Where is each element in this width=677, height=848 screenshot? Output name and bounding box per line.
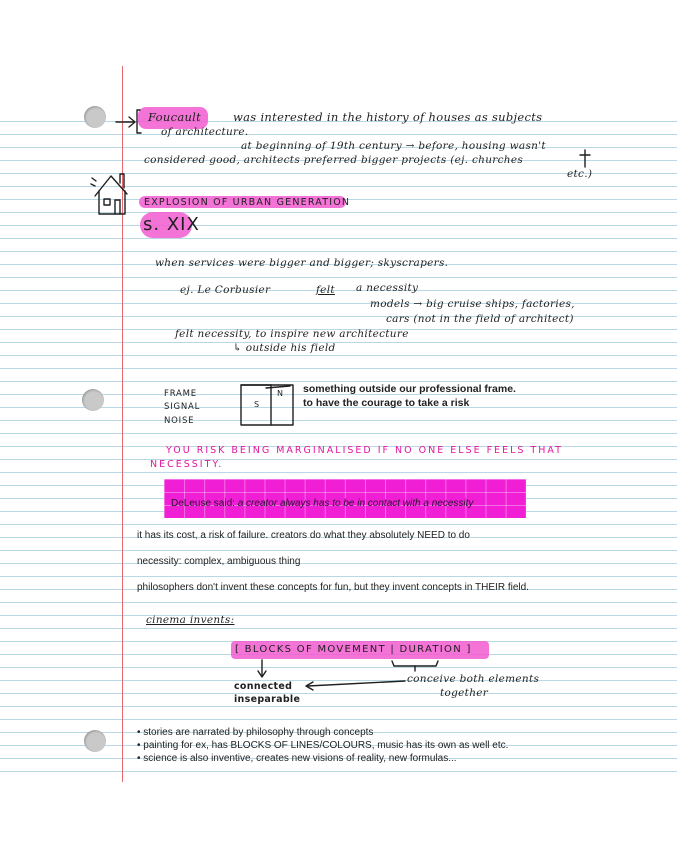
box-label-s: S <box>254 400 261 409</box>
line-models: models → big cruise ships, factories, <box>370 298 575 310</box>
list-item: • stories are narrated by philosophy through concepts <box>137 727 374 738</box>
line-architecture: of architecture. <box>161 126 249 138</box>
dagger-icon <box>580 150 590 167</box>
text-philosophers: philosophers don't invent these concepts for fun, but they invent concepts in THEIR field. <box>137 582 529 593</box>
foucault-word: Foucault <box>148 110 202 124</box>
box-label-n: N <box>277 389 285 398</box>
conceive-line-2: together <box>440 687 489 699</box>
list-item: • painting for ex, has BLOCKS OF LINES/COLOURS, music has its own as well etc. <box>137 740 509 751</box>
signal-noise-box-icon <box>241 385 293 425</box>
word-inseparable: inseparable <box>234 694 301 705</box>
word-connected: connected <box>234 681 293 692</box>
line-corbusier: ej. Le Corbusier <box>180 284 271 296</box>
cinema-heading: cinema invents: <box>146 614 235 626</box>
blocks-of-movement: [ BLOCKS OF MOVEMENT | DURATION ] <box>235 644 472 655</box>
word-felt: felt <box>316 284 335 296</box>
line-cars: cars (not in the field of architect) <box>386 313 574 325</box>
down-arrow-icon <box>258 660 266 677</box>
label-signal: SIGNAL <box>164 402 201 412</box>
label-frame: FRAME <box>164 389 197 399</box>
text-cost: it has its cost, a risk of failure. creators do what they absolutely NEED to do <box>137 530 470 541</box>
risk-line-1: YOU RISK BEING MARGINALISED IF NO ONE ELSE FEELS THAT <box>166 445 563 456</box>
explosion-heading: EXPLOSION OF URBAN GENERATION <box>144 197 351 208</box>
arrow-right-icon <box>116 110 141 133</box>
line-felt-necessity: felt necessity, to inspire new architecture <box>175 328 409 340</box>
text-necessity-complex: necessity: complex, ambiguous thing <box>137 556 301 567</box>
line-considered: considered good, architects preferred bigger projects (ej. churches <box>144 154 524 166</box>
line-interested: was interested in the history of houses as subjects <box>233 110 543 124</box>
line-beginning: at beginning of 19th century → before, housing wasn't <box>241 140 546 152</box>
house-icon <box>91 174 127 214</box>
brace-icon <box>392 661 438 671</box>
label-noise: NOISE <box>164 416 195 426</box>
list-item: • science is also inventive, creates new visions of reality, new formulas... <box>137 753 457 764</box>
line-outside-field: ↳ outside his field <box>233 342 336 354</box>
left-arrow-icon <box>306 681 405 690</box>
line-etc: etc.) <box>567 168 593 180</box>
xix-label: s. XIX <box>143 214 200 235</box>
conceive-line-1: conceive both elements <box>407 673 540 685</box>
line-necessity: a necessity <box>356 282 419 294</box>
quote-prefix: DeLeuse said: <box>171 498 238 509</box>
quote-italic: a creator always has to be in contact with a necessity <box>237 498 474 509</box>
text-something-outside: something outside our professional frame. <box>303 383 516 395</box>
line-services: when services were bigger and bigger; skyscrapers. <box>155 257 449 269</box>
text-courage: to have the courage to take a risk <box>303 397 470 409</box>
risk-line-2: NECESSITY. <box>150 459 224 470</box>
